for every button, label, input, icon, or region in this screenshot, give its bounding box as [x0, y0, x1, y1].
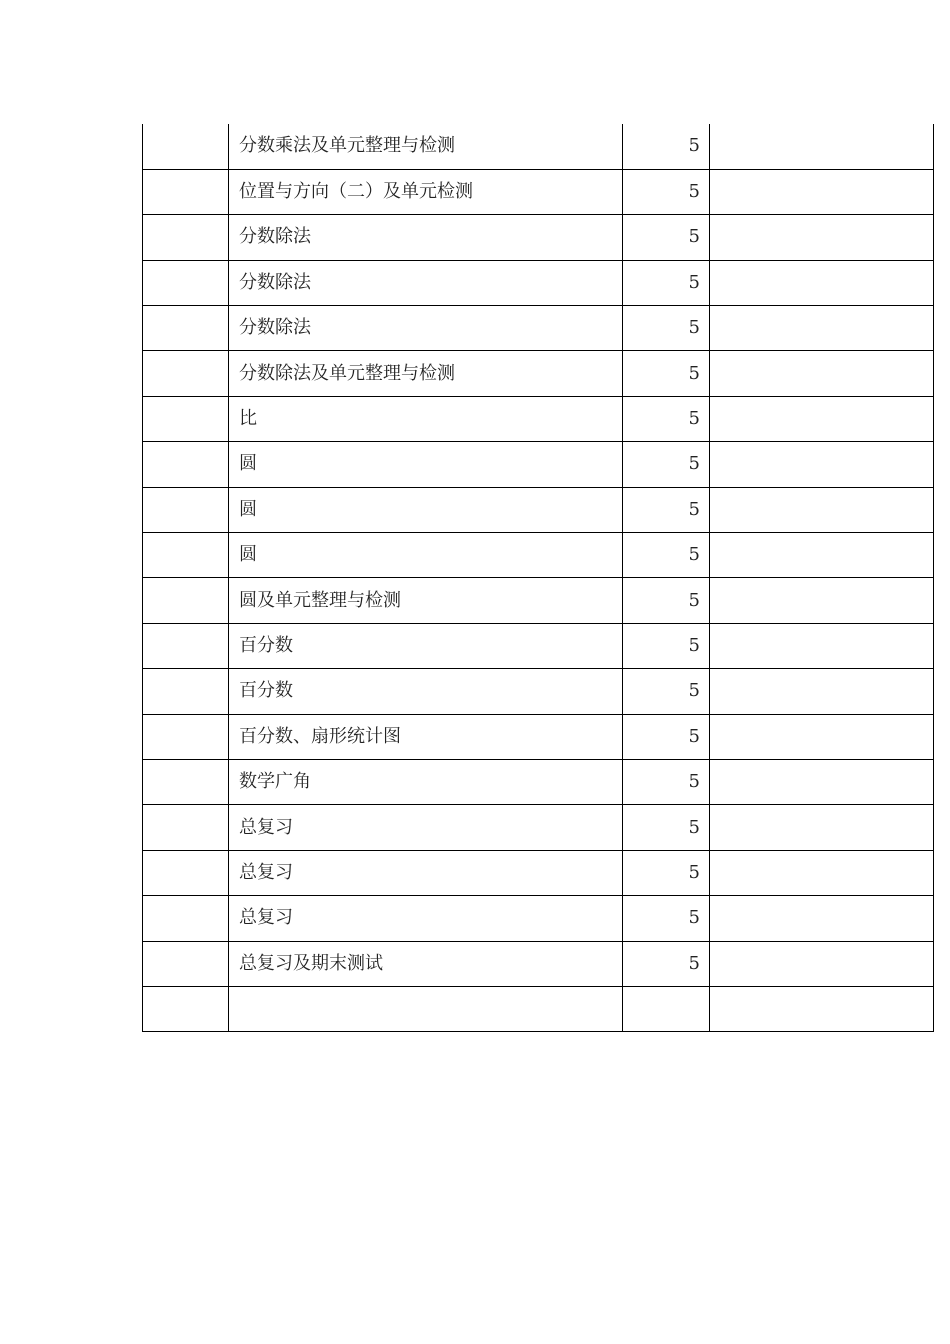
- hours-cell: 5: [623, 260, 710, 305]
- table-row: [143, 215, 934, 260]
- hours-cell: 5: [623, 351, 710, 396]
- note-cell: [710, 442, 934, 487]
- table-row: [143, 487, 934, 532]
- table-body: [143, 124, 934, 1032]
- hours-cell: 5: [623, 306, 710, 351]
- week-cell: [143, 623, 229, 668]
- note-cell: [710, 759, 934, 804]
- week-cell: [143, 124, 229, 169]
- content-cell: 总复习: [229, 805, 623, 850]
- note-cell: [710, 306, 934, 351]
- table-row: [143, 623, 934, 668]
- content-cell: [229, 986, 623, 1031]
- note-cell: [710, 169, 934, 214]
- hours-cell: 5: [623, 533, 710, 578]
- table-row: [143, 124, 934, 169]
- week-cell: [143, 169, 229, 214]
- note-cell: [710, 351, 934, 396]
- table-row: [143, 442, 934, 487]
- note-cell: [710, 623, 934, 668]
- content-cell: 百分数: [229, 623, 623, 668]
- note-cell: [710, 533, 934, 578]
- week-cell: [143, 351, 229, 396]
- content-cell: 分数除法: [229, 260, 623, 305]
- table-row: [143, 850, 934, 895]
- hours-cell: 5: [623, 169, 710, 214]
- content-cell: 圆: [229, 442, 623, 487]
- hours-cell: 5: [623, 124, 710, 169]
- note-cell: [710, 260, 934, 305]
- note-cell: [710, 396, 934, 441]
- content-cell: 总复习及期末测试: [229, 941, 623, 986]
- content-cell: 圆及单元整理与检测: [229, 578, 623, 623]
- week-cell: [143, 533, 229, 578]
- content-cell: 分数除法: [229, 215, 623, 260]
- week-cell: [143, 850, 229, 895]
- week-cell: [143, 442, 229, 487]
- week-cell: [143, 306, 229, 351]
- note-cell: [710, 714, 934, 759]
- week-cell: [143, 896, 229, 941]
- note-cell: [710, 215, 934, 260]
- content-cell: 总复习: [229, 896, 623, 941]
- week-cell: [143, 714, 229, 759]
- note-cell: [710, 487, 934, 532]
- content-cell: 数学广角: [229, 759, 623, 804]
- hours-cell: 5: [623, 396, 710, 441]
- week-cell: [143, 986, 229, 1031]
- hours-cell: 5: [623, 669, 710, 714]
- week-cell: [143, 805, 229, 850]
- week-cell: [143, 578, 229, 623]
- week-cell: [143, 260, 229, 305]
- week-cell: [143, 487, 229, 532]
- table-row: [143, 351, 934, 396]
- content-cell: 百分数: [229, 669, 623, 714]
- table-row: [143, 805, 934, 850]
- note-cell: [710, 805, 934, 850]
- content-cell: 圆: [229, 487, 623, 532]
- hours-cell: 5: [623, 623, 710, 668]
- note-cell: [710, 850, 934, 895]
- schedule-table: [142, 124, 934, 1032]
- content-cell: 比: [229, 396, 623, 441]
- hours-cell: 5: [623, 941, 710, 986]
- table-row: [143, 260, 934, 305]
- hours-cell: 5: [623, 896, 710, 941]
- hours-cell: [623, 986, 710, 1031]
- table-row: [143, 669, 934, 714]
- note-cell: [710, 669, 934, 714]
- hours-cell: 5: [623, 442, 710, 487]
- content-cell: 分数除法: [229, 306, 623, 351]
- table-row: [143, 896, 934, 941]
- week-cell: [143, 669, 229, 714]
- hours-cell: 5: [623, 578, 710, 623]
- content-cell: 圆: [229, 533, 623, 578]
- note-cell: [710, 578, 934, 623]
- table-row: [143, 714, 934, 759]
- table-row: [143, 396, 934, 441]
- week-cell: [143, 215, 229, 260]
- hours-cell: 5: [623, 714, 710, 759]
- hours-cell: 5: [623, 850, 710, 895]
- hours-cell: 5: [623, 805, 710, 850]
- note-cell: [710, 941, 934, 986]
- note-cell: [710, 896, 934, 941]
- hours-cell: 5: [623, 215, 710, 260]
- hours-cell: 5: [623, 487, 710, 532]
- content-cell: 分数除法及单元整理与检测: [229, 351, 623, 396]
- note-cell: [710, 124, 934, 169]
- table-row: [143, 306, 934, 351]
- content-cell: 总复习: [229, 850, 623, 895]
- table-row: [143, 533, 934, 578]
- week-cell: [143, 396, 229, 441]
- week-cell: [143, 759, 229, 804]
- table-row: [143, 759, 934, 804]
- note-cell: [710, 986, 934, 1031]
- table-row: [143, 169, 934, 214]
- week-cell: [143, 941, 229, 986]
- content-cell: 位置与方向（二）及单元检测: [229, 169, 623, 214]
- table-row: [143, 941, 934, 986]
- table-row: [143, 578, 934, 623]
- content-cell: 百分数、扇形统计图: [229, 714, 623, 759]
- hours-cell: 5: [623, 759, 710, 804]
- table-row: [143, 986, 934, 1031]
- content-cell: 分数乘法及单元整理与检测: [229, 124, 623, 169]
